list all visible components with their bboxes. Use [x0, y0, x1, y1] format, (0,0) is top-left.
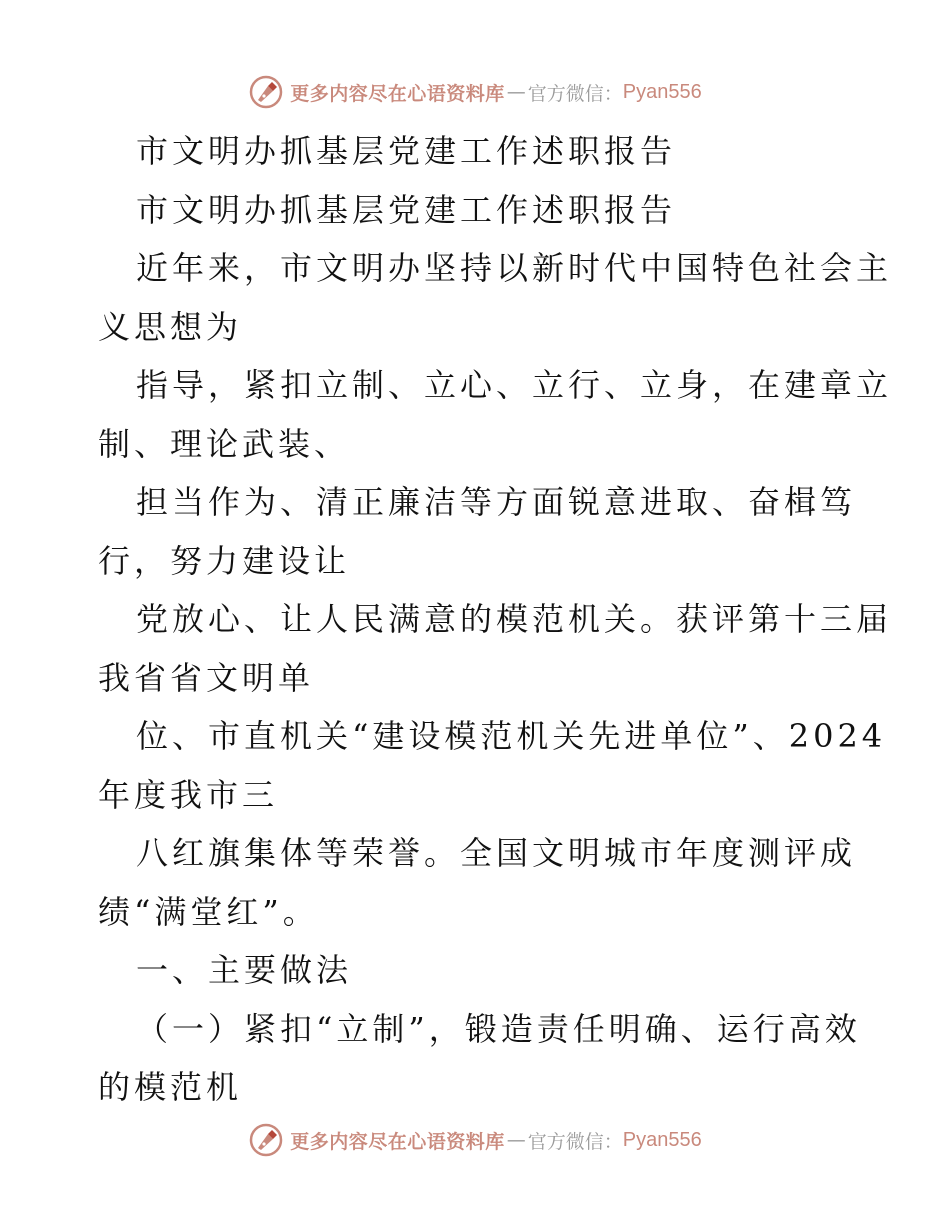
document-subtitle: 市文明办抓基层党建工作述职报告	[136, 190, 677, 229]
paragraph-line: 位、市直机关“建设模范机关先进单位”、2024	[136, 717, 887, 755]
watermark-site-text: 更多内容尽在心语资料库	[290, 1130, 505, 1153]
watermark-site-text: 更多内容尽在心语资料库	[290, 82, 505, 105]
document-body	[98, 122, 893, 1117]
paragraph-line: 的模范机	[98, 1068, 243, 1106]
paragraph-line: 制、理论武装、	[98, 424, 351, 463]
paragraph-line: 绩“满堂红”。	[98, 892, 319, 931]
paragraph-line: 我省省文明单	[98, 658, 315, 697]
pen-nib-logo-icon	[248, 74, 284, 110]
paragraph-line: 行，努力建设让	[98, 541, 351, 580]
paragraph-line: 近年来，市文明办坚持以新时代中国特色社会主	[136, 249, 893, 287]
watermark-wechat-label: 官方微信：	[527, 82, 623, 105]
document-title: 市文明办抓基层党建工作述职报告	[136, 132, 677, 170]
paragraph-line: 八红旗集体等荣誉。全国文明城市年度测评成	[136, 834, 857, 872]
paragraph-line: 担当作为、清正廉洁等方面锐意进取、奋楫笃	[136, 483, 857, 521]
watermark-wechat-label: 官方微信：	[527, 1130, 623, 1153]
pen-nib-logo-icon	[248, 1122, 284, 1158]
watermark-wechat-id: Pyan556	[622, 80, 702, 103]
watermark-wechat-id: Pyan556	[622, 1128, 702, 1151]
paragraph-line: 指导，紧扣立制、立心、立行、立身，在建章立	[136, 366, 893, 404]
paragraph-line: 党放心、让人民满意的模范机关。获评第十三届	[136, 600, 893, 638]
paragraph-line: 义思想为	[98, 307, 243, 346]
paragraph-line: 年度我市三	[98, 775, 279, 814]
subsection-heading: （一）紧扣“立制”，锻造责任明确、运行高效	[136, 1009, 861, 1048]
watermark-separator: —	[506, 1129, 526, 1151]
header-watermark	[0, 72, 950, 112]
section-heading: 一、主要做法	[136, 951, 353, 989]
footer-watermark	[0, 1120, 950, 1160]
watermark-separator: —	[506, 81, 526, 103]
